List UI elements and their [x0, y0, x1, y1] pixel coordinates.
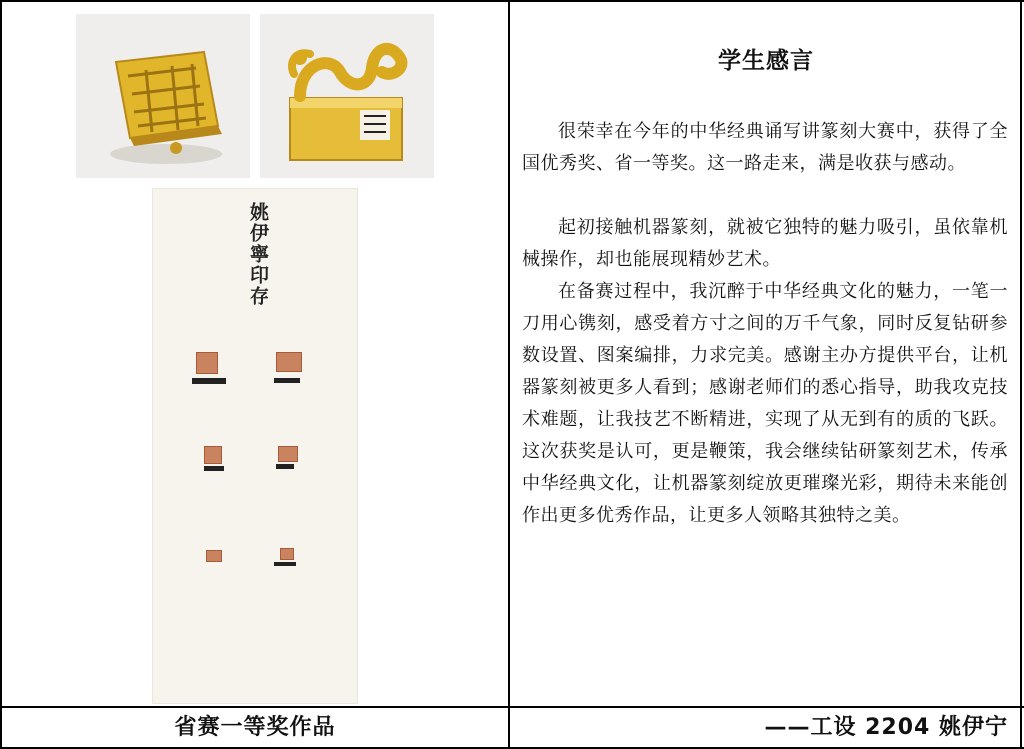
seal-impression: [276, 352, 302, 372]
scroll-title: 姚伊寧印存: [247, 202, 269, 307]
seal-impression: [280, 548, 294, 560]
table-divider-horizontal: [0, 706, 1024, 708]
seal-label-tag: [274, 562, 296, 566]
reflection-paragraph: 在备赛过程中，我沉醉于中华经典文化的魅力，一笔一刀用心镌刻，感受着方寸之间的万千气象，同时反复钻研参数设置、图案编排，力求完美。感谢主办方提供平台，让机器篆刻被更多人看到；感谢老师们的悉心指导，助我攻克技术难题，让我技艺不断精进，实现了从无到有的质的飞跃。这次获奖是认可，更是鞭策，我会继续钻研篆刻艺术，传承中华经典文化，让机器篆刻绽放更璀璨光彩，期待未来能创作出更多优秀作品，让更多人领略其独特之美。: [522, 281, 1008, 526]
reflection-paragraph: 很荣幸在今年的中华经典诵写讲篆刻大赛中，获得了全国优秀奖、省一等奖。这一路走来，满是收获与感动。: [522, 121, 1008, 174]
seal-impression: [204, 446, 222, 464]
table-border-right: [1020, 0, 1022, 749]
artwork-caption: 省赛一等奖作品: [174, 715, 336, 740]
seal-label-tag: [204, 466, 224, 471]
artwork-cell: [2, 2, 508, 706]
gold-square-seal-photo: [76, 14, 250, 178]
table-divider-vertical: [508, 0, 510, 749]
reflection-heading: 学生感言: [718, 48, 814, 74]
seal-label-tag: [192, 378, 226, 384]
seal-label-tag: [274, 378, 300, 383]
reflection-cell: [512, 2, 1020, 706]
author-signature: ——工设 2204 姚伊宁: [764, 715, 1008, 740]
seal-impression: [196, 352, 218, 374]
seal-label-tag: [276, 464, 294, 469]
seal-impression: [278, 446, 298, 462]
reflection-paragraph: 起初接触机器篆刻，就被它独特的魅力吸引，虽依靠机械操作，却也能展现精妙艺术。: [522, 217, 1008, 270]
seal-collection-scroll: [152, 188, 358, 704]
seal-impression: [206, 550, 222, 562]
gold-dragon-seal-photo: [260, 14, 434, 178]
